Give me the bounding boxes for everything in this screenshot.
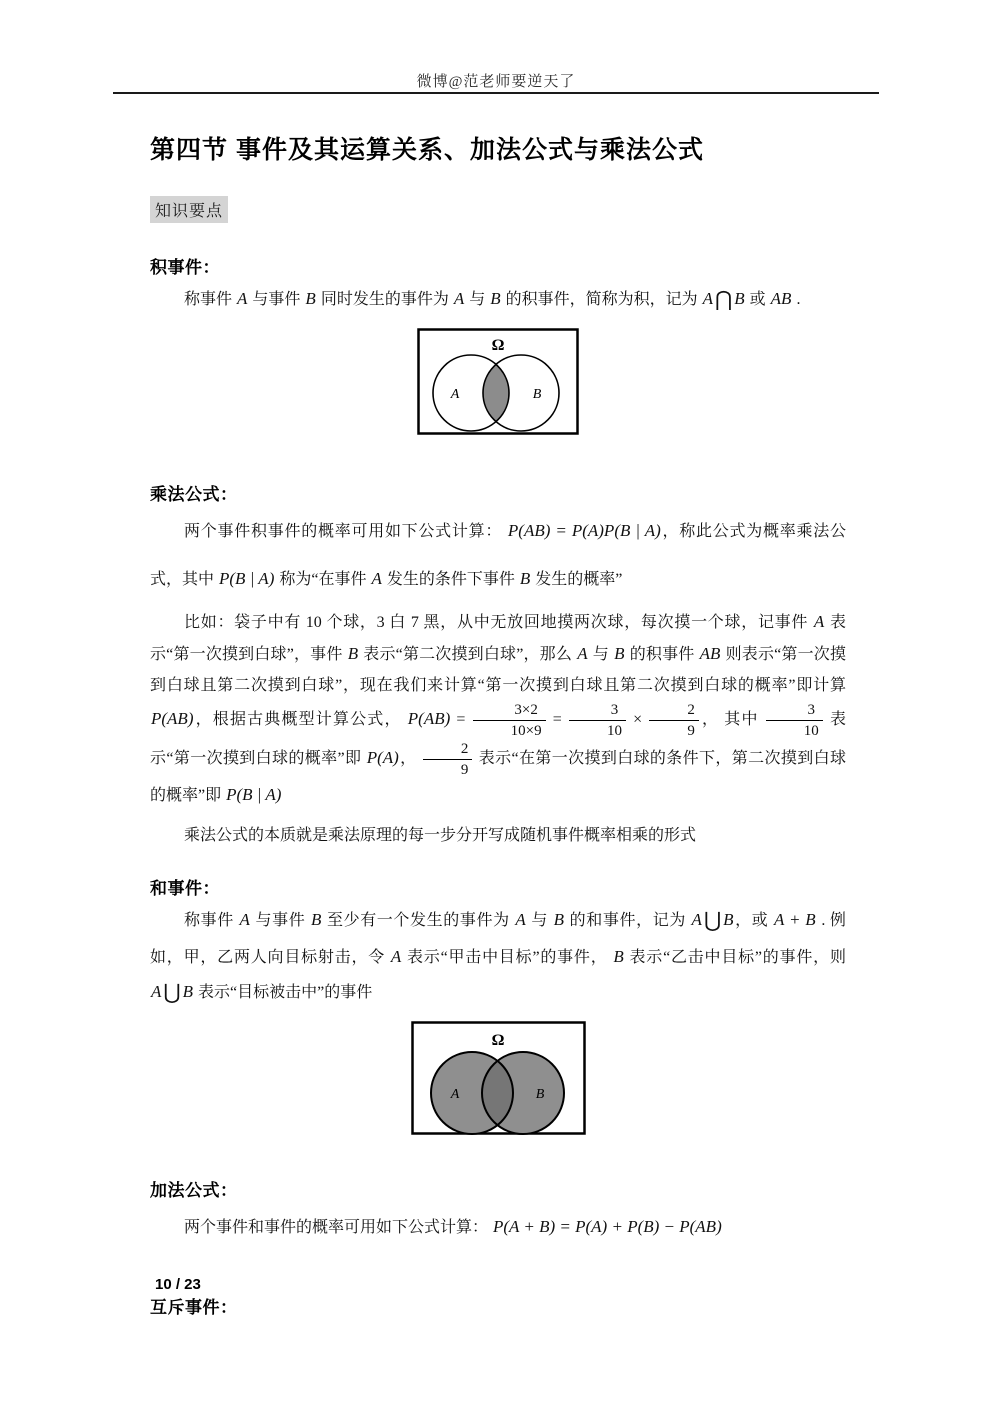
heading-sum-event: 和事件： [150,878,220,898]
multiplication-formula-paragraph: 两个事件积事件的概率可用如下公式计算： P(AB) = P(A)P(B | A)，称此公式为概率乘法公式，其中 P(B | A) 称为“在事件 A 发生的条件下事件 B 发生的概率” [150,520,846,589]
header-divider [113,92,879,94]
multiplication-example-paragraph: 比如：袋子中有 10 个球，3 白 7 黑，从中无放回地摸两次球，每次摸一个球，记事件 A 表示“第一次摸到白球”，事件 B 表示“第二次摸到白球”，那么 A 与 B 的积事件 AB 则表示“第一次摸到白球且第二次摸到白球”，现在我们来计算“第一次摸到白球且第二次摸到白球的概率”即计算 P(AB)，根据古典概型计算公式， P(AB) = $\frac{3\times 2}{10\times 9}$ = $\frac{3}{10}$ × $\frac{2}{9}$ ， 其中 $\frac{3}{10}$ 表示“第一次摸到白球的概率”即 P(A)， $\frac{2}{9}$ 表示“在第一次摸到白球的条件下，第二次摸到白球的概率”即 P(B | A) [150,611,846,804]
omega-label: Ω [491,336,505,354]
page-number: 10 / 23 [155,1276,201,1293]
heading-mutually-exclusive: 互斥事件： [150,1298,238,1318]
label-b: B [532,386,542,402]
heading-product-event: 积事件： [150,258,220,277]
heading-addition-formula: 加法公式： [150,1180,238,1200]
watermark-text: 微博@范老师要逆天了 [416,74,576,90]
product-event-paragraph: 称事件 A 与事件 B 同时发生的事件为 A 与 B 的积事件，简称为积，记为 A⋂ B 或 AB . [184,287,801,311]
heading-multiplication-formula: 乘法公式： [150,484,238,504]
venn-intersection-figure [150,328,846,440]
multiplication-essence-paragraph: 乘法公式的本质就是乘法原理的每一步分开写成随机事件概率相乘的形式 [184,827,697,845]
label-a: A [450,386,460,402]
venn-intersection-diagram [417,328,579,435]
omega-label: Ω [491,1031,504,1049]
content-column [150,130,846,1318]
label-a: A [450,1086,459,1102]
venn-union-figure [150,1021,846,1140]
knowledge-points-badge: 知识要点 [150,196,228,223]
label-b: B [535,1086,544,1102]
venn-union-diagram [411,1021,586,1135]
addition-formula-paragraph: 两个事件和事件的概率可用如下公式计算： P(A + B) = P(A) + P(B) − P(AB) [184,1216,722,1236]
sum-event-paragraph: 称事件 A 与事件 B 至少有一个发生的事件为 A 与 B 的和事件，记为 A⋃ B，或 A + B . 例如，甲，乙两人向目标射击，令 A 表示“甲击中目标”的事件， B 表示“乙击中目标”的事件，则 A⋃ B 表示“目标被击中”的事件 [150,907,846,1004]
page-title: 第四节 事件及其运算关系、加法公式与乘法公式 [150,136,704,164]
